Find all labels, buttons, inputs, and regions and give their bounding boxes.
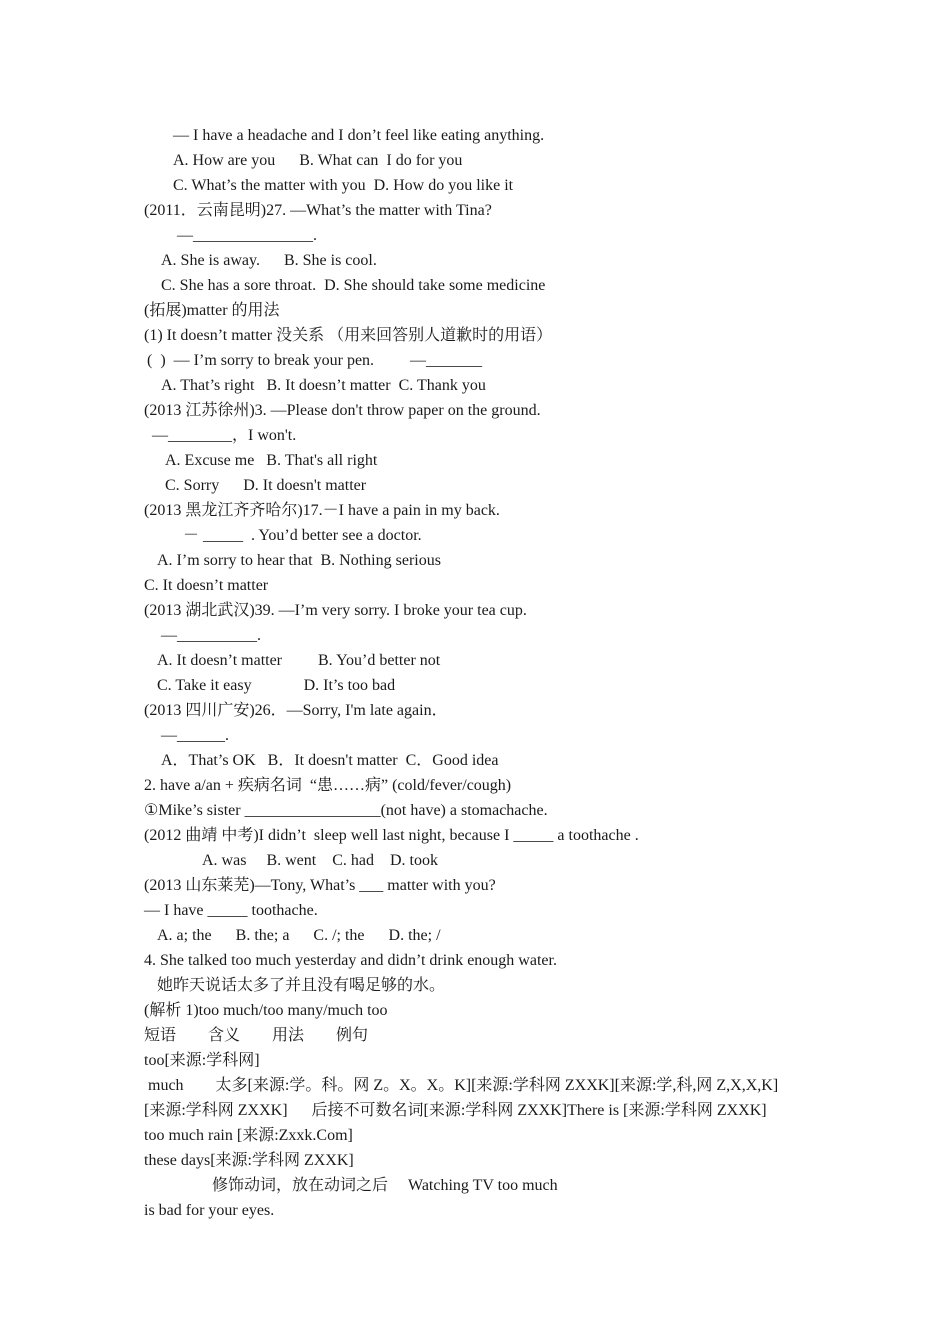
text-line-41: too much rain [来源:Zxxk.Com] bbox=[144, 1127, 353, 1144]
text-line-11: A. That’s right B. It doesn’t matter C. Thank you bbox=[161, 377, 486, 394]
text-line-37: 短语 含义 用法 例句 bbox=[144, 1027, 369, 1044]
text-line-12: (2013 江苏徐州)3. —Please don't throw paper on the ground. bbox=[144, 402, 541, 419]
text-line-13: —________，I won't. bbox=[152, 427, 297, 444]
text-line-34: 4. She talked too much yesterday and didn’t drink enough water. bbox=[144, 952, 557, 969]
text-line-28: ①Mike’s sister _________________(not have) a stomachache. bbox=[144, 802, 548, 819]
text-line-18: A. I’m sorry to hear that B. Nothing serious bbox=[157, 552, 441, 569]
text-line-22: A. It doesn’t matter B. You’d better not bbox=[157, 652, 441, 669]
text-line-3: C. What’s the matter with you D. How do you like it bbox=[173, 177, 514, 194]
text-line-27: 2. have a/an + 疾病名词 “患……病” (cold/fever/cough) bbox=[144, 777, 512, 794]
text-line-42: these days[来源:学科网 ZXXK] bbox=[144, 1152, 354, 1169]
text-line-20: (2013 湖北武汉)39. —I’m very sorry. I broke your tea cup. bbox=[144, 602, 527, 619]
text-line-24: (2013 四川广安)26．—Sorry, I'm late again． bbox=[144, 702, 448, 719]
text-line-10: ( ) — I’m sorry to break your pen. —_______ bbox=[147, 352, 483, 369]
text-line-43: 修饰动词，放在动词之后 Watching TV too much bbox=[212, 1177, 558, 1194]
text-line-44: is bad for your eyes. bbox=[144, 1202, 275, 1219]
text-line-9: (1) It doesn’t matter 没关系 （用来回答别人道歉时的用语） bbox=[144, 327, 553, 344]
text-line-39: much 太多[来源:学。科。网 Z。X。X。K][来源:学科网 ZXXK][来源:学,科,网 Z,X,X,K] bbox=[148, 1077, 779, 1094]
text-line-36: (解析 1)too much/too many/much too bbox=[144, 1002, 388, 1019]
text-line-26: A．That’s OK B．It doesn't matter C．Good idea bbox=[161, 752, 499, 769]
text-line-6: A. She is away. B. She is cool. bbox=[161, 252, 377, 269]
text-line-2: A. How are you B. What can I do for you bbox=[173, 152, 463, 169]
text-line-19: C. It doesn’t matter bbox=[144, 577, 269, 594]
text-line-4: (2011．云南昆明)27. —What’s the matter with Tina? bbox=[144, 202, 492, 219]
text-line-38: too[来源:学科网] bbox=[144, 1052, 260, 1069]
text-line-14: A. Excuse me B. That's all right bbox=[165, 452, 378, 469]
text-line-31: (2013 山东莱芜)—Tony, What’s ___ matter with you? bbox=[144, 877, 496, 894]
text-line-32: — I have _____ toothache. bbox=[144, 902, 318, 919]
text-line-40: [来源:学科网 ZXXK] 后接不可数名词[来源:学科网 ZXXK]There is [来源:学科网 ZXXK] bbox=[144, 1102, 767, 1119]
text-line-15: C. Sorry D. It doesn't matter bbox=[165, 477, 367, 494]
text-line-29: (2012 曲靖 中考)I didn’t sleep well last night, because I _____ a toothache . bbox=[144, 827, 639, 844]
text-line-7: C. She has a sore throat. D. She should take some medicine bbox=[161, 277, 546, 294]
text-line-25: —______. bbox=[161, 727, 229, 744]
text-line-17: － _____ . You’d better see a doctor. bbox=[183, 527, 422, 544]
text-line-1: — I have a headache and I don’t feel like eating anything. bbox=[173, 127, 545, 144]
text-line-16: (2013 黑龙江齐齐哈尔)17.－I have a pain in my back. bbox=[144, 502, 500, 519]
text-line-23: C. Take it easy D. It’s too bad bbox=[157, 677, 396, 694]
text-line-21: —__________. bbox=[161, 627, 261, 644]
text-line-8: (拓展)matter 的用法 bbox=[144, 302, 280, 319]
text-line-5: —_______________. bbox=[177, 227, 317, 244]
text-line-35: 她昨天说话太多了并且没有喝足够的水。 bbox=[157, 977, 446, 994]
text-line-33: A. a; the B. the; a C. /; the D. the; / bbox=[157, 927, 441, 944]
text-line-30: A. was B. went C. had D. took bbox=[202, 852, 438, 869]
